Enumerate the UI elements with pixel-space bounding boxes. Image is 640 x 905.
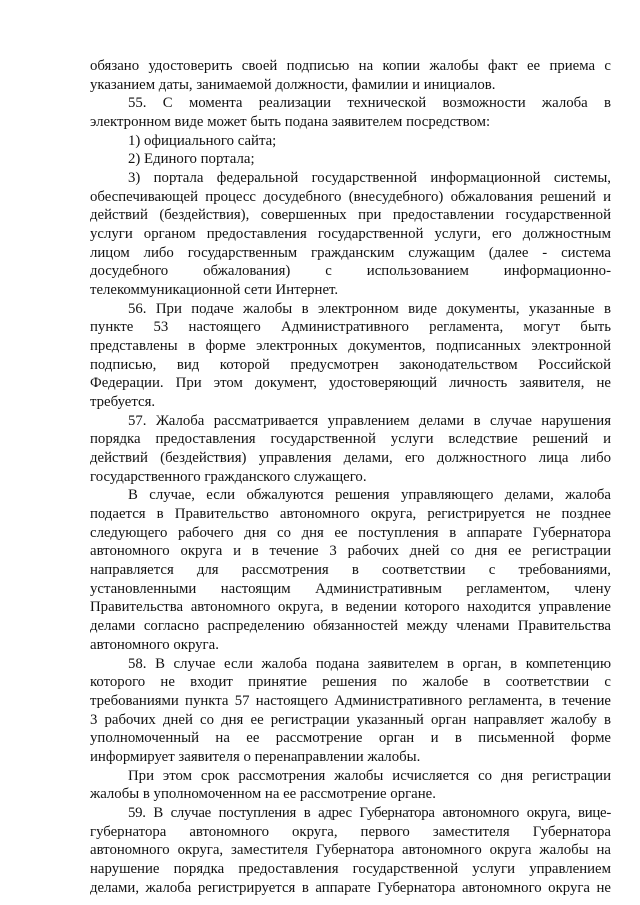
- text-line: подписью, вид которой предусмотрен законодательством Российской: [90, 356, 611, 373]
- text-line: губернатора автономного округа, первого заместителя Губернатора: [90, 823, 611, 840]
- text-line: жалобы в уполномоченном на ее рассмотрение органе.: [90, 786, 436, 803]
- text-line: В случае, если обжалуются решения управляющего делами, жалоба: [128, 487, 611, 504]
- paragraph: [90, 300, 611, 412]
- paragraph: [90, 150, 611, 169]
- text-line: Федерации. При этом документ, удостоверяющий личность заявителя, не: [90, 375, 611, 392]
- paragraph: [90, 169, 611, 300]
- text-line: автономного округа и в течение 3 рабочих дней со дня ее регистрации: [90, 543, 611, 560]
- paragraph: [90, 132, 611, 151]
- paragraph: [90, 412, 611, 487]
- text-line: досудебного обжалования) с использованием информационно-: [90, 263, 611, 280]
- text-line: подается в Правительство автономного округа, регистрируется не позднее: [90, 506, 611, 523]
- paragraph: [90, 94, 611, 131]
- text-line: 3 рабочих дней со дня ее регистрации указанный орган направляет жалобу в: [90, 711, 611, 728]
- text-line: 55. С момента реализации технической возможности жалоба в: [128, 95, 611, 112]
- paragraph: [90, 655, 611, 767]
- text-line: 56. При подаче жалобы в электронном виде документы, указанные в: [128, 300, 611, 317]
- text-line: 1) официального сайта;: [128, 132, 277, 149]
- text-line: делами согласно распределению обязанностей между членами Правительства: [90, 618, 611, 635]
- text-line: действий (бездействия), совершенных при предоставлении государственной: [90, 207, 611, 224]
- text-line: обеспечивающей процесс досудебного (внесудебного) обжалования решений и: [90, 188, 611, 205]
- paragraph: [90, 804, 611, 897]
- text-line: порядка предоставления государственной услуги вследствие решений и: [90, 431, 611, 448]
- text-line: автономного округа, заместителя Губернатора автономного округа жалобы на: [90, 842, 611, 859]
- text-line: направляется для рассмотрения в соответствии с требованиями,: [90, 562, 611, 579]
- text-line: электронном виде может быть подана заявителем посредством:: [90, 114, 491, 131]
- text-line: делами, жалоба регистрируется в аппарате Губернатора автономного округа не: [90, 879, 611, 896]
- text-line: установленными настоящим Административным регламентом, члену: [90, 580, 611, 597]
- text-line: которого не входит принятие решения по жалобе в соответствии с: [90, 674, 611, 691]
- text-line: услуги органом предоставления государственной услуги, его должностным: [90, 226, 611, 243]
- paragraph: [90, 486, 611, 654]
- text-line: следующего рабочего дня со дня ее поступления в аппарате Губернатора: [90, 524, 611, 541]
- paragraph: [90, 767, 611, 804]
- text-line: 58. В случае если жалоба подана заявителем в орган, в компетенцию: [128, 655, 611, 672]
- text-line: 57. Жалоба рассматривается управлением делами в случае нарушения: [128, 412, 611, 429]
- text-line: требуется.: [90, 394, 156, 411]
- text-line: Правительства автономного округа, в ведении которого находится управление: [90, 599, 611, 616]
- paragraph: [90, 57, 611, 94]
- text-line: 59. В случае поступления в адрес Губернатора автономного округа, вице-: [128, 804, 611, 821]
- text-line: обязано удостоверить своей подписью на копии жалобы факт ее приема с: [90, 58, 611, 74]
- text-line: нарушение порядка предоставления государственной услуги управлением: [90, 860, 611, 877]
- text-line: При этом срок рассмотрения жалобы исчисляется со дня регистрации: [128, 767, 611, 784]
- text-line: уполномоченный на ее рассмотрение орган и в письменной форме: [90, 730, 611, 747]
- text-line: телекоммуникационной сети Интернет.: [90, 282, 339, 299]
- text-line: действий (бездействия) управления делами, его должностного лица либо: [90, 450, 611, 467]
- text-line: 3) портала федеральной государственной информационной системы,: [128, 170, 611, 187]
- document-body: [90, 57, 611, 897]
- text-line: лицом либо государственным гражданским служащим (далее - система: [90, 244, 611, 261]
- text-line: информирует заявителя о перенаправлении жалобы.: [90, 748, 421, 765]
- text-line: требованиями пункта 57 настоящего Административного регламента, в течение: [90, 692, 611, 709]
- text-line: 2) Единого портала;: [128, 151, 255, 168]
- text-line: государственного гражданского служащего.: [90, 468, 367, 485]
- text-line: пункте 53 настоящего Административного регламента, могут быть: [90, 319, 611, 336]
- text-line: представлены в форме электронных документов, подписанных электронной: [90, 338, 611, 355]
- text-line: указанием даты, занимаемой должности, фамилии и инициалов.: [90, 76, 496, 93]
- text-line: автономного округа.: [90, 636, 219, 653]
